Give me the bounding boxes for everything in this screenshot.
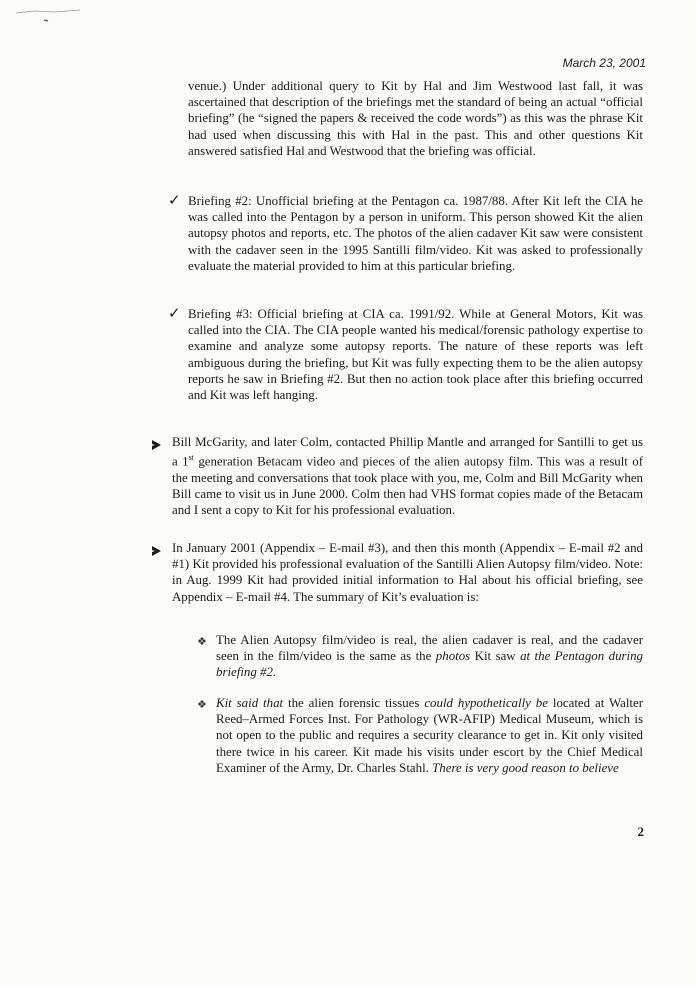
summary-item-2: Kit said that the alien forensic tissues could hypothetically be located at Walter Reed–Armed Forces Inst. For Pathology (WR-AFIP) Medical Museum, which is not open to the public and requires a security clearance to get in. Kit only visited there twice in his career. Kit made his visits under escort by the Chief Medical Examiner of the Army, Dr. Charles Stahl. There is very good reason to believe (216, 696, 643, 775)
january-bullet: In January 2001 (Appendix – E-mail #3), and then this month (Appendix – E-mail #2 and #1) Kit provided his professional evaluation of the Santilli Alien Autopsy film/video. Note: in Aug. 1999 Kit had provided initial information to Hal about his official briefing, see Appendix – E-mail #4. The summary of Kit’s evaluation is: (172, 541, 643, 604)
page-number: 2 (637, 824, 644, 839)
mcgarity-bullet: Bill McGarity, and later Colm, contacted Phillip Mantle and arranged for Santilli to get us a 1st generation Betacam video and pieces of the alien autopsy film. This was a result of the meeting and conversations that took place with you, me, Colm and Bill McGarity when Bill came to visit us in June 2000. Colm then had VHS format copies made of the Betacam and I sent a copy to Kit for his professional evaluation. (172, 435, 644, 518)
briefing-item: Briefing #3: Official briefing at CIA ca. 1991/92. While at General Motors, Kit was called into the CIA. The CIA people wanted his medical/forensic pathology expertise to examine and analyze some autopsy reports. The nature of these reports was left ambiguous during the briefing, but Kit was fully expecting them to be the alien autopsy reports he saw in Briefing #2. But then no action took place after this briefing occurred and Kit was left hanging. (188, 307, 643, 403)
arrow-bullet-icon (152, 440, 161, 450)
diamond-bullet-icon: ❖ (197, 636, 207, 648)
summary-item-1: The Alien Autopsy film/video is real, the alien cadaver is real, and the cadaver seen in the film/video is the same as the photos Kit saw at the Pentagon during briefing #2. (216, 633, 643, 680)
arrow-bullet-icon (152, 546, 161, 556)
scan-artifact (14, 8, 84, 22)
header-date: March 23, 2001 (562, 56, 646, 70)
briefing-item: Briefing #2: Unofficial briefing at the Pentagon ca. 1987/88. After Kit left the CIA he was called into the Pentagon by a person in uniform. This person showed Kit the alien autopsy photos and reports, etc. The photos of the alien cadaver Kit saw were consistent with the cadaver seen in the 1995 Santilli film/video. Kit was asked to professionally evaluate the material provided to him at this particular briefing. (188, 194, 643, 273)
diamond-bullet-icon: ❖ (197, 699, 207, 711)
checkmark-icon: ✓ (168, 306, 181, 322)
checkmark-icon: ✓ (168, 193, 181, 209)
intro-paragraph: venue.) Under additional query to Kit by Hal and Jim Westwood last fall, it was ascertained that description of the briefings met the standard of being an actual “official briefing” (he “signed the papers & received the code words”) as this was the phrase Kit had used when discussing this with Hal in the past. This and other questions Kit answered satisfied Hal and Westwood that the briefing was official. (188, 79, 643, 158)
